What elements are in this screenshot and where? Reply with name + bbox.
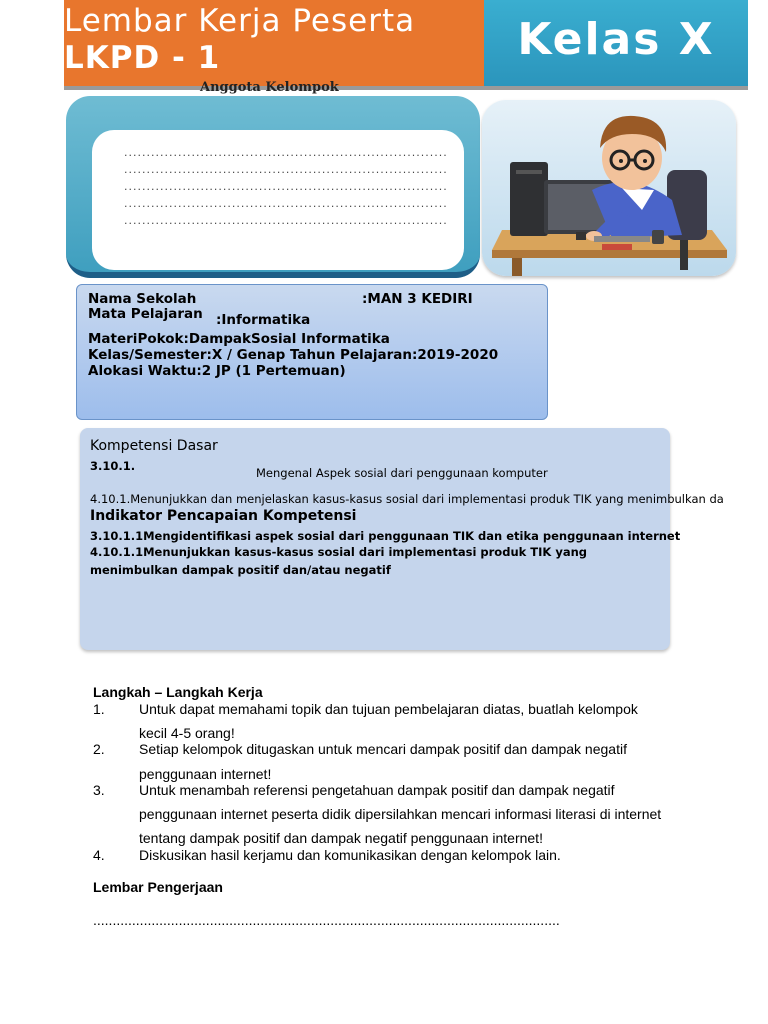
student-at-computer-icon [482, 100, 736, 276]
step-text: Diskusikan hasil kerjamu dan komunikasikan dengan kelompok lain. [139, 847, 561, 863]
step-number: 4. [93, 847, 105, 863]
indicator-item: 3.10.1.1Mengidentifikasi aspek sosial dari penggunaan TIK dan etika penggunaan internet [90, 529, 681, 543]
school-value: :MAN 3 KEDIRI [362, 291, 473, 307]
school-label: Nama Sekolah [88, 291, 197, 307]
worksheet-heading: Lembar Pengerjaan [93, 879, 223, 895]
subject-label: Mata Pelajaran [88, 306, 203, 322]
step-text: penggunaan internet! [139, 766, 272, 782]
member-line: ........................................................................ [124, 214, 448, 227]
member-line: ........................................................................ [124, 197, 448, 210]
document-title: Lembar Kerja Peserta [64, 3, 416, 39]
step-text: Untuk menambah referensi pengetahuan dampak positif dan dampak negatif [139, 782, 615, 798]
competency-number: 3.10.1. [90, 459, 136, 473]
step-text: Untuk dapat memahami topik dan tujuan pembelajaran diatas, buatlah kelompok [139, 701, 638, 717]
step-number: 3. [93, 782, 105, 798]
step-number: 2. [93, 741, 105, 757]
indicator-item: 4.10.1.1Menunjukkan kasus-kasus sosial dari implementasi produk TIK yang [90, 545, 587, 559]
document-code: LKPD - 1 [64, 40, 221, 76]
indicator-item-continued: menimbulkan dampak positif dan/atau negatif [90, 563, 391, 577]
member-line: ........................................................................ [124, 146, 448, 159]
topic: MateriPokok:DampakSosial Informatika [88, 331, 390, 347]
basic-competency-heading: Kompetensi Dasar [90, 438, 218, 454]
competency-text: Mengenal Aspek sosial dari penggunaan komputer [256, 466, 548, 480]
subject-value: :Informatika [216, 312, 311, 328]
step-number: 1. [93, 701, 105, 717]
class-semester: Kelas/Semester:X / Genap Tahun Pelajaran:2019-2020 [88, 347, 499, 363]
member-line: ........................................................................ [124, 163, 448, 176]
student-computer-illustration [482, 100, 736, 276]
banner-divider [64, 86, 748, 90]
member-group-label: Anggota Kelompok [200, 80, 339, 95]
step-text: tentang dampak positif dan dampak negatif penggunaan internet! [139, 830, 543, 846]
member-line: ........................................................................ [124, 180, 448, 193]
answer-line[interactable]: ........................................................................................................................ [93, 912, 560, 928]
competency-skill: 4.10.1.Menunjukkan dan menjelaskan kasus-kasus sosial dari implementasi produk TIK yang menimbulkan da [90, 492, 724, 506]
time-allocation: Alokasi Waktu:2 JP (1 Pertemuan) [88, 363, 346, 379]
step-text: penggunaan internet peserta didik dipersilahkan mencari informasi literasi di internet [139, 806, 662, 822]
step-text: Setiap kelompok ditugaskan untuk mencari dampak positif dan dampak negatif [139, 741, 627, 757]
steps-heading: Langkah – Langkah Kerja [93, 684, 263, 700]
class-label: Kelas X [517, 14, 715, 65]
indicator-heading: Indikator Pencapaian Kompetensi [90, 508, 357, 524]
step-text: kecil 4-5 orang! [139, 725, 235, 741]
